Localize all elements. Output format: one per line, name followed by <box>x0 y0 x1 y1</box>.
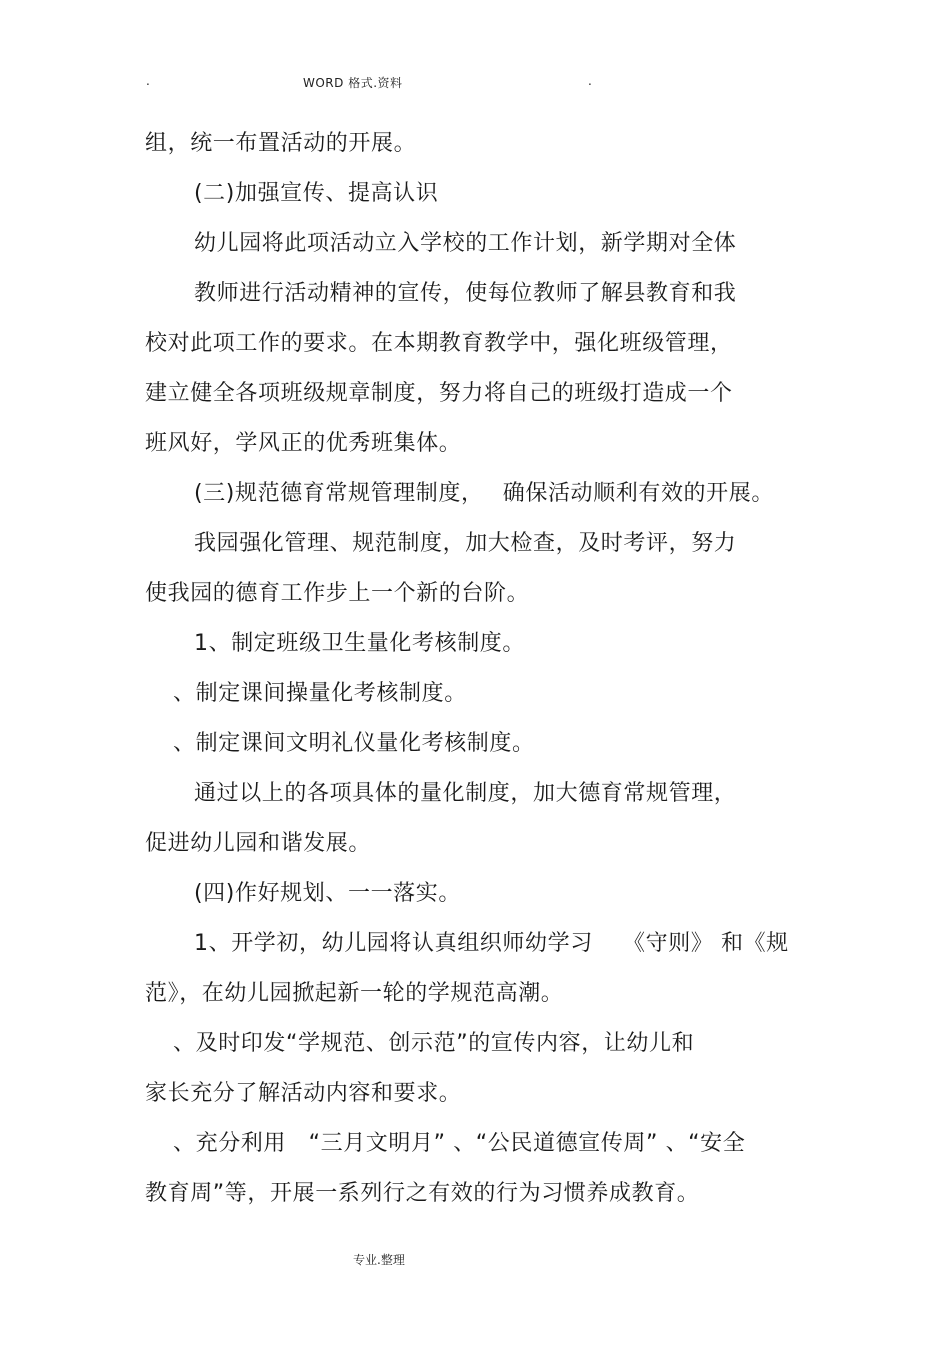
page-footer: 专业.整理 <box>353 1253 405 1267</box>
section-heading: (三)规范德育常规管理制度， 确保活动顺利有效的开展。 <box>194 481 774 506</box>
list-item: 、制定课间操量化考核制度。 <box>173 681 467 706</box>
list-item: 、充分利用 “三月文明月” 、“公民道德宣传周” 、“安全 <box>173 1131 746 1156</box>
paragraph-line: 通过以上的各项具体的量化制度，加大德育常规管理， <box>194 781 737 806</box>
paragraph-line: 使我园的德育工作步上一个新的台阶。 <box>145 581 530 606</box>
paragraph-line: 建立健全各项班级规章制度，努力将自己的班级打造成一个 <box>145 381 733 406</box>
list-item: 、及时印发“学规范、创示范”的宣传内容，让幼儿和 <box>173 1031 695 1056</box>
paragraph-line: 家长充分了解活动内容和要求。 <box>145 1081 462 1106</box>
paragraph-line: 我园强化管理、规范制度，加大检查，及时考评，努力 <box>194 531 737 556</box>
section-heading: (二)加强宣传、提高认识 <box>194 181 439 206</box>
paragraph-line: 校对此项工作的要求。在本期教育教学中，强化班级管理， <box>145 331 733 356</box>
paragraph-line: 教育周”等，开展一系列行之有效的行为习惯养成教育。 <box>145 1181 700 1206</box>
list-item: 1、制定班级卫生量化考核制度。 <box>194 631 525 656</box>
paragraph-line: 班风好，学风正的优秀班集体。 <box>145 431 462 456</box>
paragraph-line: 幼儿园将此项活动立入学校的工作计划，新学期对全体 <box>194 231 737 256</box>
header-title: WORD 格式.资料 <box>303 76 403 90</box>
header-left-mark: . <box>146 74 150 88</box>
page-header <box>0 74 950 92</box>
paragraph-line: 教师进行活动精神的宣传，使每位教师了解县教育和我 <box>194 281 737 306</box>
paragraph-line: 范》，在幼儿园掀起新一轮的学规范高潮。 <box>145 981 564 1006</box>
list-item: 1、开学初，幼儿园将认真组织师幼学习 《守则》 和《规 <box>194 931 789 956</box>
list-item: 、制定课间文明礼仪量化考核制度。 <box>173 731 535 756</box>
paragraph-line: 组，统一布置活动的开展。 <box>145 131 417 156</box>
paragraph-line: 促进幼儿园和谐发展。 <box>145 831 372 856</box>
header-right-mark: . <box>588 74 592 88</box>
section-heading: (四)作好规划、一一落实。 <box>194 881 461 906</box>
